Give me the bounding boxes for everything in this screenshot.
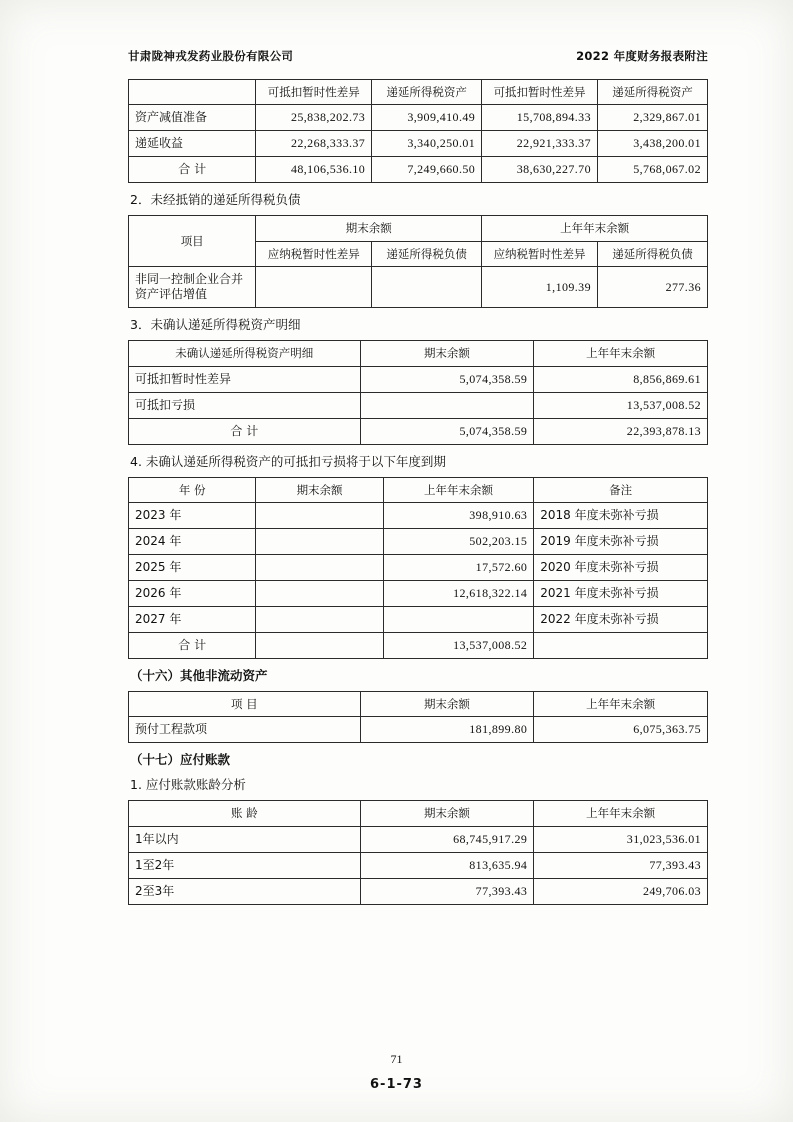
table4-col3: 备注 xyxy=(534,477,708,502)
section-heading-17-sub: 1. 应付账款账龄分析 xyxy=(130,777,246,793)
row-label: 非同一控制企业合并资产评估增值 xyxy=(129,267,256,308)
row-label: 2027 年 xyxy=(129,606,256,632)
row-value xyxy=(256,632,383,658)
table-header-row xyxy=(129,341,708,366)
section-heading-16: （十六）其他非流动资产 xyxy=(130,667,268,683)
table-row xyxy=(129,267,708,308)
row-note: 2020 年度未弥补亏损 xyxy=(534,554,708,580)
table-header-row xyxy=(129,216,708,241)
section-heading-4: 4. 未确认递延所得税资产的可抵扣亏损将于以下年度到期 xyxy=(130,453,446,469)
table6-col2: 上年年末余额 xyxy=(534,801,708,826)
table-row xyxy=(129,105,708,131)
row-value: 249,706.03 xyxy=(534,878,708,904)
deferred-tax-liabilities-table xyxy=(128,215,708,308)
header-company: 甘肃陇神戎发药业股份有限公司 xyxy=(128,49,294,63)
row-value: 38,630,227.70 xyxy=(482,157,598,183)
row-value: 22,268,333.37 xyxy=(256,131,372,157)
row-value: 17,572.60 xyxy=(383,554,534,580)
table2-subcol-3: 递延所得税负债 xyxy=(597,241,707,266)
table-row xyxy=(129,554,708,580)
row-label: 2026 年 xyxy=(129,580,256,606)
row-value: 6,075,363.75 xyxy=(534,717,708,743)
row-value: 3,340,250.01 xyxy=(372,131,482,157)
table-row xyxy=(129,878,708,904)
table2-group-prior: 上年年末余额 xyxy=(482,216,708,241)
row-value xyxy=(256,528,383,554)
row-value xyxy=(372,267,482,308)
table-row xyxy=(129,606,708,632)
table5-col1: 期末余额 xyxy=(360,691,534,716)
row-label: 可抵扣暂时性差异 xyxy=(129,366,361,392)
row-value: 15,708,894.33 xyxy=(482,105,598,131)
row-value: 502,203.15 xyxy=(383,528,534,554)
row-label: 1年以内 xyxy=(129,826,361,852)
row-value: 12,618,322.14 xyxy=(383,580,534,606)
table-row xyxy=(129,826,708,852)
row-value xyxy=(256,502,383,528)
table2-subcol-1: 递延所得税负债 xyxy=(372,241,482,266)
table2-group-current: 期末余额 xyxy=(256,216,482,241)
table5-col2: 上年年末余额 xyxy=(534,691,708,716)
table5-col0: 项 目 xyxy=(129,691,361,716)
table2-subcol-0: 应纳税暂时性差异 xyxy=(256,241,372,266)
row-value: 8,856,869.61 xyxy=(534,366,708,392)
row-value: 13,537,008.52 xyxy=(383,632,534,658)
row-value: 813,635.94 xyxy=(360,852,534,878)
row-label: 2至3年 xyxy=(129,878,361,904)
row-value: 3,909,410.49 xyxy=(372,105,482,131)
row-label: 合 计 xyxy=(129,418,361,444)
table-row xyxy=(129,580,708,606)
table-row xyxy=(129,717,708,743)
row-value: 181,899.80 xyxy=(360,717,534,743)
table3-col0: 未确认递延所得税资产明细 xyxy=(129,341,361,366)
accounts-payable-aging-table xyxy=(128,800,708,904)
unrecognized-deferred-tax-assets-table xyxy=(128,340,708,444)
row-note: 2018 年度未弥补亏损 xyxy=(534,502,708,528)
document-number: 6-1-73 xyxy=(370,1077,423,1092)
row-value: 31,023,536.01 xyxy=(534,826,708,852)
row-value: 5,074,358.59 xyxy=(360,366,534,392)
row-value: 25,838,202.73 xyxy=(256,105,372,131)
row-label: 合 计 xyxy=(129,157,256,183)
table3-col2: 上年年末余额 xyxy=(534,341,708,366)
table1-col4: 递延所得税资产 xyxy=(597,80,707,105)
section-heading-2: 2．未经抵销的递延所得税负债 xyxy=(130,192,301,208)
table1-col3: 可抵扣暂时性差异 xyxy=(482,80,598,105)
row-value: 5,074,358.59 xyxy=(360,418,534,444)
table-header-row xyxy=(129,80,708,105)
table1-col2: 递延所得税资产 xyxy=(372,80,482,105)
section-heading-17: （十七）应付账款 xyxy=(130,752,231,768)
row-label: 2025 年 xyxy=(129,554,256,580)
table3-col1: 期末余额 xyxy=(360,341,534,366)
row-value xyxy=(360,392,534,418)
table-header-row xyxy=(129,801,708,826)
row-label: 预付工程款项 xyxy=(129,717,361,743)
row-note xyxy=(534,632,708,658)
table4-col1: 期末余额 xyxy=(256,477,383,502)
row-value: 398,910.63 xyxy=(383,502,534,528)
row-value: 7,249,660.50 xyxy=(372,157,482,183)
row-label: 2023 年 xyxy=(129,502,256,528)
table1-col0 xyxy=(129,80,256,105)
row-label: 1至2年 xyxy=(129,852,361,878)
row-value: 77,393.43 xyxy=(534,852,708,878)
row-value: 2,329,867.01 xyxy=(597,105,707,131)
row-value xyxy=(256,554,383,580)
row-label: 合 计 xyxy=(129,632,256,658)
row-value: 5,768,067.02 xyxy=(597,157,707,183)
row-label: 可抵扣亏损 xyxy=(129,392,361,418)
row-value: 3,438,200.01 xyxy=(597,131,707,157)
row-value xyxy=(256,267,372,308)
table1-col1: 可抵扣暂时性差异 xyxy=(256,80,372,105)
table-row xyxy=(129,131,708,157)
row-value xyxy=(256,606,383,632)
page-header xyxy=(128,48,708,67)
table6-col1: 期末余额 xyxy=(360,801,534,826)
row-value xyxy=(256,580,383,606)
row-value xyxy=(383,606,534,632)
row-note: 2019 年度未弥补亏损 xyxy=(534,528,708,554)
table-total-row xyxy=(129,632,708,658)
other-non-current-assets-table xyxy=(128,691,708,743)
table4-col2: 上年年末余额 xyxy=(383,477,534,502)
section-heading-3: 3．未确认递延所得税资产明细 xyxy=(130,317,301,333)
table-total-row xyxy=(129,157,708,183)
table-row xyxy=(129,528,708,554)
header-doc-title: 2022 年度财务报表附注 xyxy=(576,49,708,63)
row-value: 1,109.39 xyxy=(482,267,598,308)
table-row xyxy=(129,852,708,878)
table6-col0: 账 龄 xyxy=(129,801,361,826)
row-value: 77,393.43 xyxy=(360,878,534,904)
row-label: 2024 年 xyxy=(129,528,256,554)
table-total-row xyxy=(129,418,708,444)
table-header-row xyxy=(129,691,708,716)
row-note: 2022 年度未弥补亏损 xyxy=(534,606,708,632)
loss-expiry-table xyxy=(128,477,708,659)
row-label: 递延收益 xyxy=(129,131,256,157)
row-value: 22,393,878.13 xyxy=(534,418,708,444)
table4-col0: 年 份 xyxy=(129,477,256,502)
table2-subcol-2: 应纳税暂时性差异 xyxy=(482,241,598,266)
row-value: 13,537,008.52 xyxy=(534,392,708,418)
page-content xyxy=(128,48,708,905)
table2-col-item: 项目 xyxy=(129,216,256,267)
row-value: 277.36 xyxy=(597,267,707,308)
row-value: 68,745,917.29 xyxy=(360,826,534,852)
table-row xyxy=(129,392,708,418)
row-label: 资产减值准备 xyxy=(129,105,256,131)
page-number: 71 xyxy=(390,1052,403,1066)
row-value: 48,106,536.10 xyxy=(256,157,372,183)
table-header-row xyxy=(129,477,708,502)
table-row xyxy=(129,502,708,528)
row-value: 22,921,333.37 xyxy=(482,131,598,157)
table-row xyxy=(129,366,708,392)
deferred-tax-assets-table xyxy=(128,79,708,183)
row-note: 2021 年度未弥补亏损 xyxy=(534,580,708,606)
